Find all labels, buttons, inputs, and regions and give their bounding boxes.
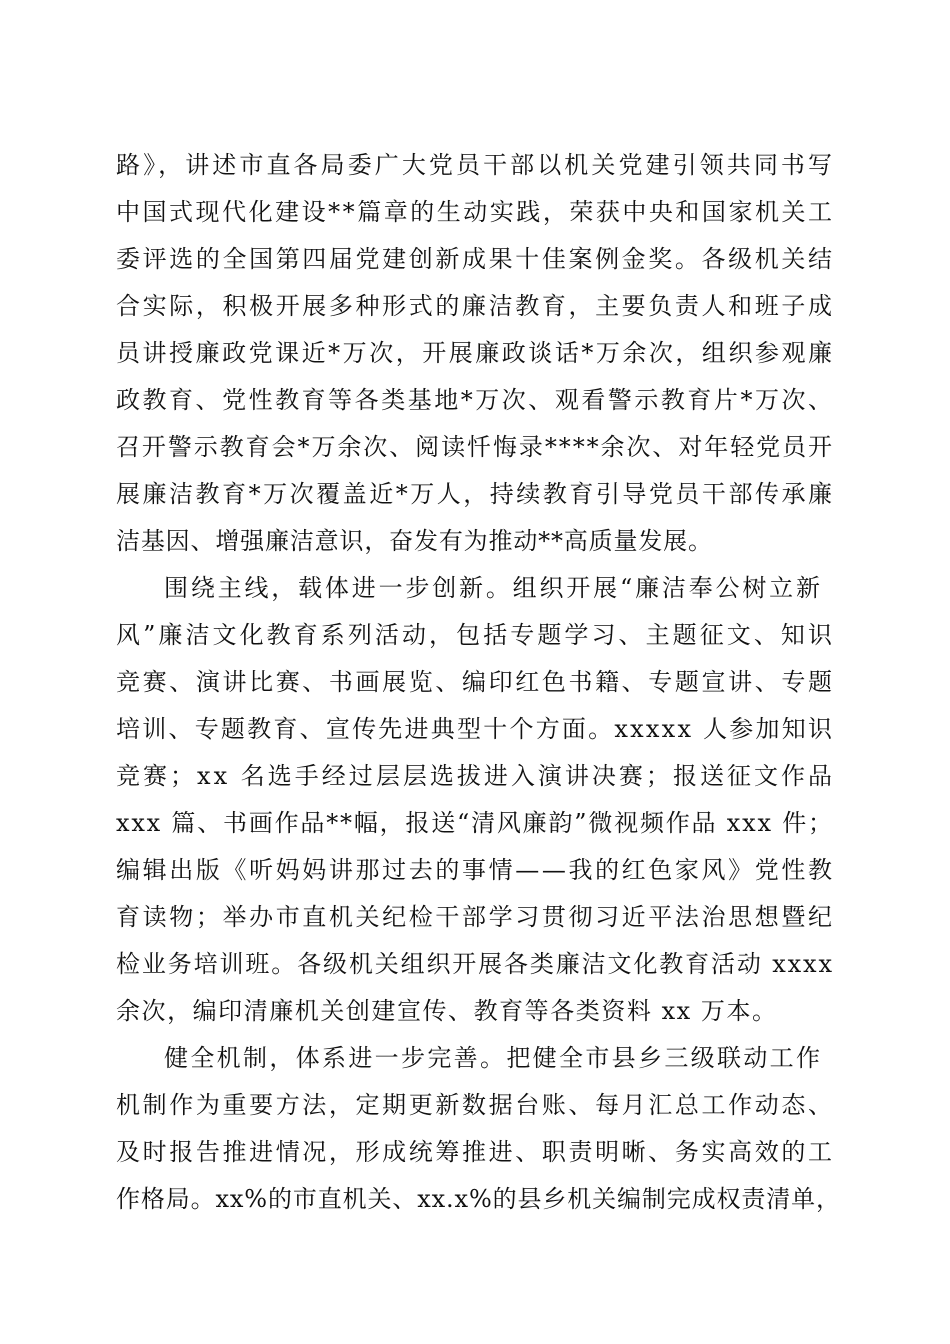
paragraph-1-line-6 <box>0 380 950 420</box>
paragraph-2-line-2 <box>0 615 950 655</box>
paragraph-1-line-5 <box>0 333 950 373</box>
line-text: 竞赛；xx 名选手经过层层选拔进入演讲决赛；报送征文作品 <box>116 762 836 790</box>
line-text: 围绕主线，载体进一步创新。组织开展“廉洁奉公树立新 <box>164 574 823 602</box>
line-text: 路》，讲述市直各局委广大党员干部以机关党建引领共同书写 <box>116 151 836 179</box>
line-text: 健全机制，体系进一步完善。把健全市县乡三级联动工作 <box>164 1044 823 1072</box>
paragraph-2-line-5 <box>0 756 950 796</box>
paragraph-2-line-1 <box>0 568 950 608</box>
line-text: 培训、专题教育、宣传先进典型十个方面。xxxxx 人参加知识 <box>116 715 835 743</box>
paragraph-1-line-2 <box>0 192 950 232</box>
line-text: xxx 篇、书画作品**幅，报送“清风廉韵”微视频作品 xxx 件； <box>116 809 834 837</box>
paragraph-1-line-7 <box>0 427 950 467</box>
line-text: 育读物；举办市直机关纪检干部学习贯彻习近平法治思想暨纪 <box>116 903 835 931</box>
line-text: 合实际，积极开展多种形式的廉洁教育，主要负责人和班子成 <box>116 292 835 320</box>
line-text: 展廉洁教育*万次覆盖近*万人，持续教育引导党员干部传承廉 <box>116 480 835 508</box>
paragraph-1-line-1 <box>0 145 950 185</box>
paragraph-3-line-3 <box>0 1132 950 1172</box>
line-text: 洁基因、增强廉洁意识，奋发有为推动**高质量发展。 <box>116 527 713 555</box>
line-text: 员讲授廉政党课近*万次，开展廉政谈话*万余次，组织参观廉 <box>116 339 835 367</box>
paragraph-1-line-8 <box>0 474 950 514</box>
paragraph-2-line-7 <box>0 850 950 890</box>
line-text: 编辑出版《听妈妈讲那过去的事情——我的红色家风》党性教 <box>116 856 835 884</box>
line-text: 作格局。xx%的市直机关、xx.x%的县乡机关编制完成权责清单， <box>116 1185 841 1213</box>
paragraph-2-line-8 <box>0 897 950 937</box>
line-text: 召开警示教育会*万余次、阅读忏悔录****余次、对年轻党员开 <box>116 433 834 461</box>
line-text: 余次，编印清廉机关创建宣传、教育等各类资料 xx 万本。 <box>116 997 778 1025</box>
line-text: 政教育、党性教育等各类基地*万次、观看警示教育片*万次、 <box>116 386 835 414</box>
paragraph-2-line-4 <box>0 709 950 749</box>
paragraph-3-line-2 <box>0 1085 950 1125</box>
paragraph-1-line-9 <box>0 521 950 561</box>
paragraph-2-line-6 <box>0 803 950 843</box>
line-text: 委评选的全国第四届党建创新成果十佳案例金奖。各级机关结 <box>116 245 835 273</box>
paragraph-2-line-10 <box>0 991 950 1031</box>
paragraph-2-line-3 <box>0 662 950 702</box>
line-text: 及时报告推进情况，形成统筹推进、职责明晰、务实高效的工 <box>116 1138 835 1166</box>
line-text: 检业务培训班。各级机关组织开展各类廉洁文化教育活动 xxxx <box>116 950 834 978</box>
paragraph-2-line-9 <box>0 944 950 984</box>
line-text: 中国式现代化建设**篇章的生动实践，荣获中央和国家机关工 <box>116 198 835 226</box>
line-text: 竞赛、演讲比赛、书画展览、编印红色书籍、专题宣讲、专题 <box>116 668 835 696</box>
paragraph-3-line-1 <box>0 1038 950 1078</box>
paragraph-1-line-4 <box>0 286 950 326</box>
line-text: 机制作为重要方法，定期更新数据台账、每月汇总工作动态、 <box>116 1091 835 1119</box>
line-text: 风”廉洁文化教育系列活动，包括专题学习、主题征文、知识 <box>116 621 836 649</box>
paragraph-3-line-4 <box>0 1179 950 1219</box>
paragraph-1-line-3 <box>0 239 950 279</box>
